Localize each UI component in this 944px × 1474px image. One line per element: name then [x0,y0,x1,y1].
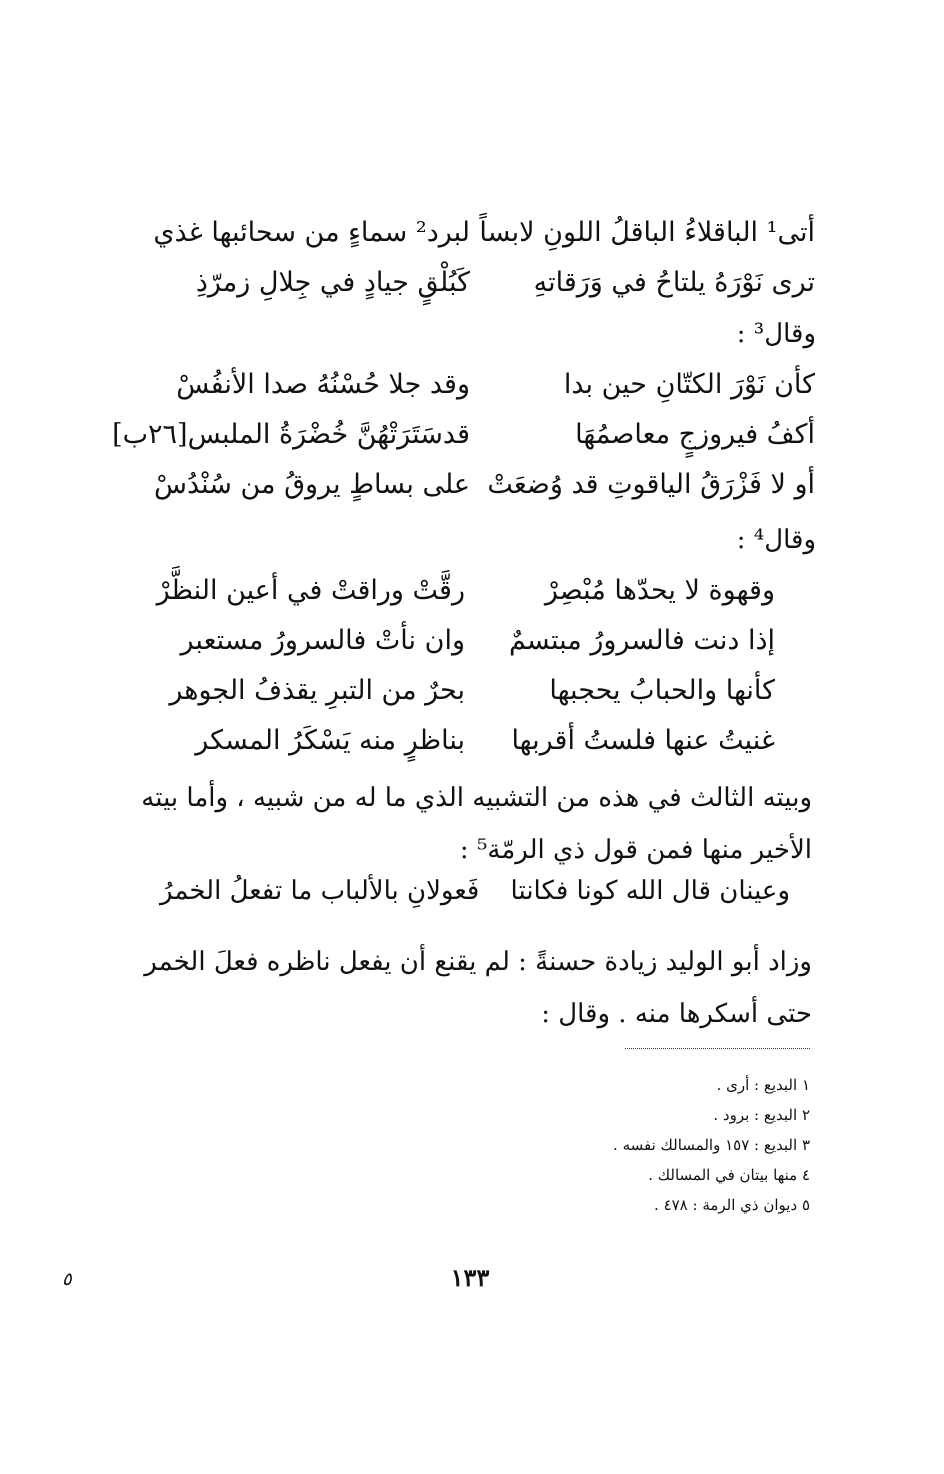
verse-first-hemistich: إذا دنت فالسرورُ مبتسمٌ [508,625,775,656]
verse-first-hemistich: وعينان قال الله كونا فكانتا [510,876,790,906]
poem-intro: وقال⁴ : [736,525,816,555]
poem-3 [156,566,775,766]
verse [112,410,815,460]
verse [165,666,775,716]
verse-second-hemistich: قدسَتَرَتْهُنَّ خُضْرَةُ الملبس[٢٦ب] [112,419,470,450]
verse [125,258,815,308]
poem-1 [125,208,815,308]
verse-second-hemistich: على بساطٍ يروقُ من سُنْدُسْ [154,469,470,500]
footnote: ٢ البديع : برود . [713,1106,810,1124]
closing-paragraph: وزاد أبو الوليد زيادة حسنةً : لم يقنع أن يفعل ناظره فعلَ الخمر حتى أسكرها منه . وقال : [144,947,812,1029]
verse [125,208,815,258]
verse-second-hemistich: بناظرٍ منه يَسْكَرُ المسكر [195,725,465,756]
verse-first-hemistich: أو لا فَزْرَقُ الياقوتِ قد وُضعَتْ [487,469,815,500]
verse [165,716,775,766]
footnote: ٥ ديوان ذي الرمة : ٤٧٨ . [654,1196,810,1214]
verse-first-hemistich: أكفُ فيروزجٍ معاصمُهَا [575,419,815,450]
verse-first-hemistich: وقهوة لا يحدّها مُبْصِرْ [544,575,775,606]
verse-first-hemistich: غنيتُ عنها فلستُ أقربها [511,725,775,756]
verse [125,360,815,410]
verse-second-hemistich: رقَّتْ وراقتْ في أعين النظَّرْ [156,575,465,606]
verse-second-hemistich: بحرٌ من التبرِ يقذفُ الجوهر [169,675,465,706]
verse-first-hemistich: كأنها والحبابُ يحجبها [549,675,775,706]
margin-mark: ٥ [62,1269,72,1290]
verse [125,460,815,510]
verse-second-hemistich: وقد جلا حُسْنُهُ صدا الأنفُسْ [176,369,470,400]
footnote: ٤ منها بيتان في المسالك . [648,1166,810,1184]
footnote-separator [625,1048,810,1049]
quoted-verse [150,866,790,916]
commentary-paragraph: وبيته الثالث في هذه من التشبيه الذي ما له من شبيه ، وأما بيته الأخير منها فمن قول ذي الرمّة⁵ : [141,783,812,865]
verse-first-hemistich: ترى نَوْرَهُ يلتاحُ في وَرَقاتهِ [533,267,815,298]
poem-intro: وقال³ : [736,319,816,349]
page-number: ١٣٣ [450,1263,490,1292]
verse [156,566,775,616]
verse-first-hemistich: كأن نَوْرَ الكتّانِ حين بدا [563,369,815,400]
verse-second-hemistich: فَعولانِ بالألباب ما تفعلُ الخمرُ [160,876,480,906]
footnotes [410,1070,810,1220]
verse-first-hemistich: أتى¹ الباقلاءُ الباقلُ اللونِ لابساً [479,217,815,248]
footnote: ١ البديع : أرى . [716,1076,810,1094]
verse-second-hemistich: لبرد² سماءٍ من سحائبها غذي [153,217,470,248]
poem-2 [112,360,815,510]
verse-second-hemistich: وان نأتْ فالسرورُ مستعبر [180,625,465,656]
verse [165,616,775,666]
footnote: ٣ البديع : ١٥٧ والمسالك نفسه . [613,1136,810,1154]
verse-second-hemistich: كَبُلْقٍ جيادٍ في جِلالِ زمرّذِ [195,267,470,298]
